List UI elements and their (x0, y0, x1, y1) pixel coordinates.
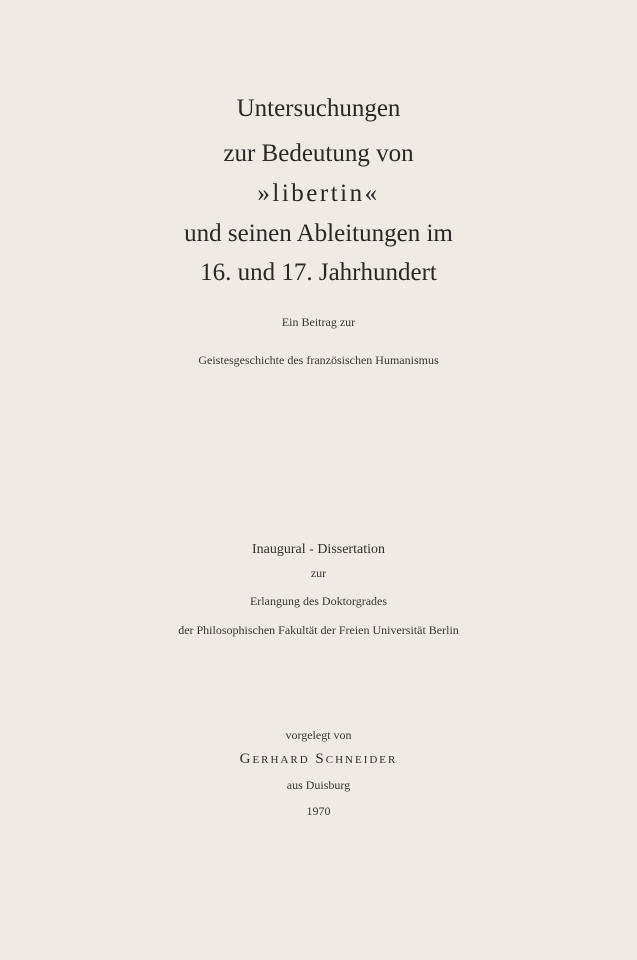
title-line-2: zur Bedeutung von (223, 140, 414, 167)
dissertation-line-1: Inaugural - Dissertation (252, 542, 385, 557)
title-line-3: »libertin« (257, 180, 380, 207)
presented-by: vorgelegt von (285, 728, 352, 742)
title-line-4: und seinen Ableitungen im (184, 220, 453, 247)
author-name: Gerhard Schneider (239, 751, 398, 767)
subtitle-line-2: Geistesgeschichte des französischen Humanismus (198, 353, 439, 367)
subtitle-line-1: Ein Beitrag zur (281, 315, 356, 329)
dissertation-line-4: der Philosophischen Fakultät der Freien Universität Berlin (178, 623, 459, 637)
publication-year: 1970 (306, 804, 331, 818)
title-line-1: Untersuchungen (236, 95, 401, 122)
dissertation-line-2: zur (310, 566, 327, 580)
dissertation-line-3: Erlangung des Doktorgrades (249, 594, 388, 608)
title-line-5: 16. und 17. Jahrhundert (200, 259, 437, 286)
author-origin: aus Duisburg (286, 778, 351, 792)
